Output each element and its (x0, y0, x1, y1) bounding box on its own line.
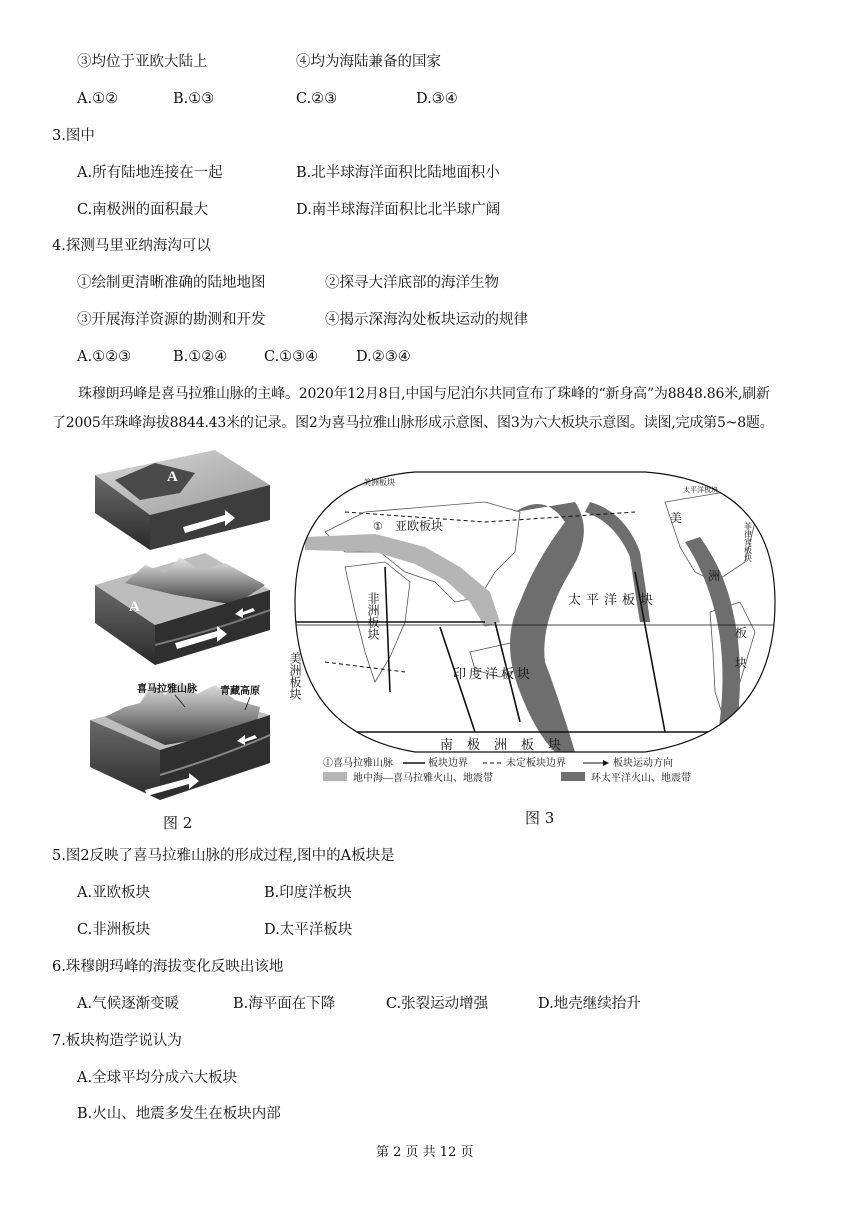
q3-stem: 3.图中 (52, 128, 95, 144)
plate-label-philippine: 菲律宾板块 (743, 522, 753, 562)
fig2-label-a-top: A (167, 469, 178, 485)
fig2-label-a-middle: A (129, 599, 140, 615)
q4-choice-c: C.①③④ (264, 349, 319, 365)
plate-label-pacific-east: 太平洋板块 (683, 486, 718, 494)
q6-stem: 6.珠穆朗玛峰的海拔变化反映出该地 (52, 959, 284, 975)
q7-stem: 7.板块构造学说认为 (52, 1033, 182, 1049)
plate-label-american-east-1: 美 (670, 511, 683, 525)
legend-boundary: 板块边界 (428, 758, 468, 769)
plate-label-african: 非洲板块 (366, 592, 380, 640)
legend-undetermined: 未定板块边界 (506, 758, 566, 769)
figure-3-six-plates-map (285, 452, 780, 797)
q4-option-3: ③开展海洋资源的勘测和开发 (77, 312, 266, 328)
q6-option-c: C.张裂运动增强 (386, 996, 489, 1012)
q2-choice-c: C.②③ (296, 91, 338, 107)
q3-option-b: B.北半球海洋面积比陆地面积小 (296, 165, 500, 181)
passage-line-1: 珠穆朗玛峰是喜马拉雅山脉的主峰。2020年12月8日,中国与尼泊尔共同宣布了珠峰的“新身高”为8848.86米,刷新 (78, 386, 770, 402)
q2-choice-b: B.①③ (173, 91, 215, 107)
q5-option-d: D.太平洋板块 (264, 922, 353, 938)
block-diagram-stage-1 (95, 450, 270, 550)
legend-motion: 板块运动方向 (613, 758, 673, 769)
plate-label-american-east-2: 洲 (708, 569, 721, 583)
q4-option-1: ①绘制更清晰准确的陆地地图 (77, 275, 266, 291)
q7-option-a: A.全球平均分成六大板块 (77, 1070, 238, 1086)
himalaya-marker: ① (373, 521, 383, 533)
block-diagram-stage-3 (90, 680, 270, 800)
plate-label-antarctic: 南极洲板块 (440, 737, 576, 752)
plate-label-american-east-3: 板 (735, 626, 748, 640)
legend-pac-belt: 环太平洋火山、地震带 (591, 773, 691, 784)
legend-med-belt: 地中海—喜马拉雅火山、地震带 (353, 773, 493, 784)
q3-option-a: A.所有陆地连接在一起 (77, 165, 223, 181)
q3-option-c: C.南极洲的面积最大 (77, 202, 209, 218)
q2-choice-d: D.③④ (416, 91, 458, 107)
q5-option-c: C.非洲板块 (77, 922, 151, 938)
q4-choice-d: D.②③④ (356, 349, 411, 365)
q2-option-4: ④均为海陆兼备的国家 (296, 54, 441, 70)
figure-2-himalaya-formation (85, 445, 275, 815)
q7-option-b: B.火山、地震多发生在板块内部 (77, 1106, 281, 1122)
q2-option-3: ③均位于亚欧大陆上 (77, 54, 208, 70)
q5-option-a: A.亚欧板块 (77, 885, 151, 901)
fig2-label-tibet: 青藏高原 (220, 686, 260, 697)
plate-label-american-east-4: 块 (735, 656, 748, 670)
q6-option-b: B.海平面在下降 (233, 996, 336, 1012)
plate-label-pacific: 太平洋板块 (568, 592, 659, 607)
page-footer: 第 2 页 共 12 页 (376, 1145, 474, 1160)
fig2-label-himalaya: 喜马拉雅山脉 (137, 684, 197, 695)
block-diagram-stage-2 (95, 553, 270, 665)
figure-3-caption: 图 3 (525, 809, 555, 827)
plate-label-eurasian: 亚欧板块 (395, 519, 444, 533)
legend-himalaya: ①喜马拉雅山脉 (323, 758, 393, 769)
plate-label-arctic-american: 美洲板块 (363, 478, 395, 487)
q3-option-d: D.南半球海洋面积比北半球广阔 (296, 202, 501, 218)
q6-option-a: A.气候逐渐变暖 (77, 996, 180, 1012)
q4-choice-b: B.①②④ (173, 349, 228, 365)
figure-3-legend (323, 756, 691, 784)
plate-label-american-west: 美洲板块 (288, 652, 302, 700)
plate-label-indian: 印度洋板块 (453, 666, 534, 681)
q4-option-4: ④揭示深海沟处板块运动的规律 (325, 312, 528, 328)
q5-stem: 5.图2反映了喜马拉雅山脉的形成过程,图中的A板块是 (52, 848, 395, 864)
q2-choice-a: A.①② (77, 91, 119, 107)
passage-line-2: 了2005年珠峰海拔8844.43米的记录。图2为喜马拉雅山脉形成示意图、图3为六大板块示意图。读图,完成第5~8题。 (52, 415, 774, 431)
q4-choice-a: A.①②③ (77, 349, 132, 365)
figure-2-caption: 图 2 (163, 814, 193, 832)
q6-option-d: D.地壳继续抬升 (538, 996, 641, 1012)
q5-option-b: B.印度洋板块 (264, 885, 352, 901)
q4-option-2: ②探寻大洋底部的海洋生物 (325, 275, 499, 291)
q4-stem: 4.探测马里亚纳海沟可以 (52, 238, 211, 254)
